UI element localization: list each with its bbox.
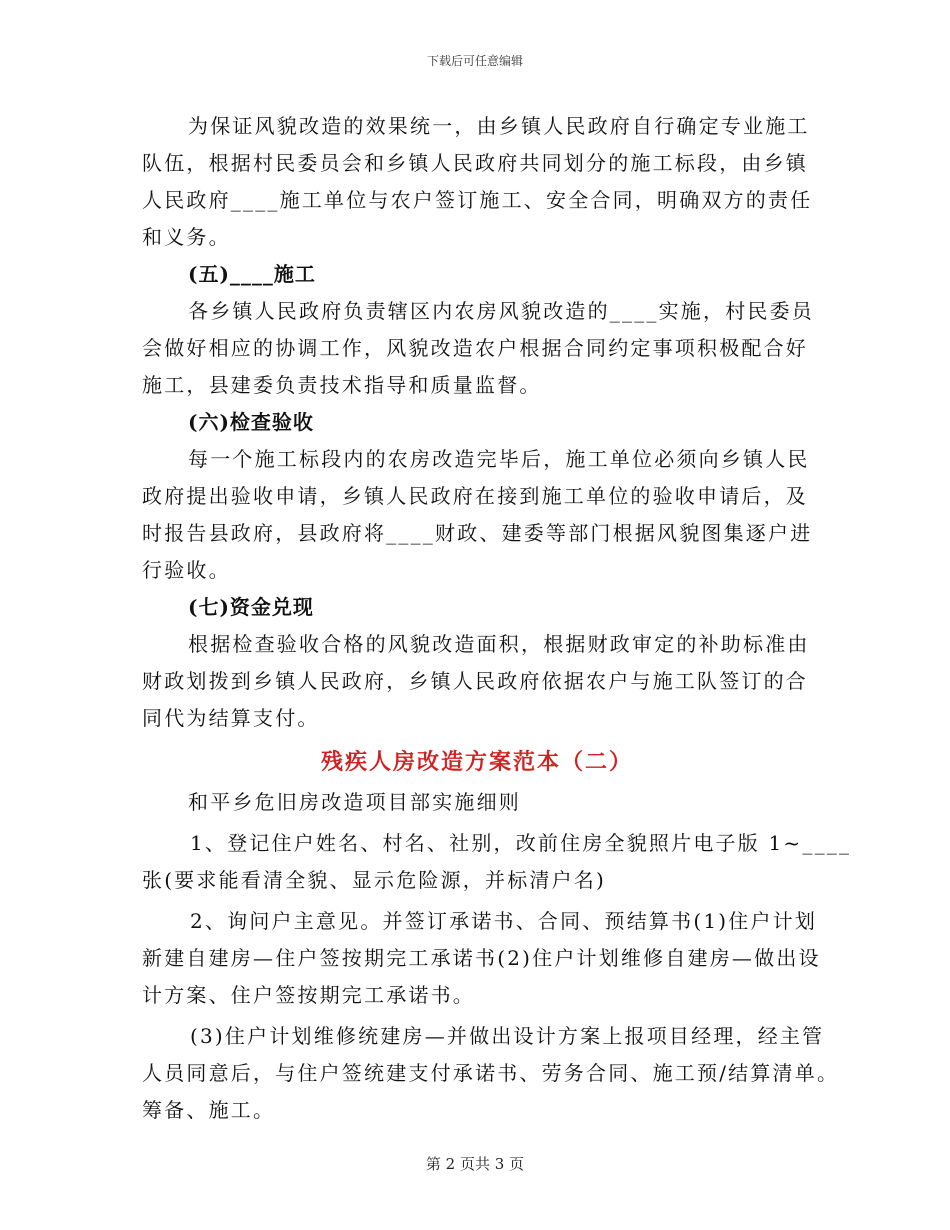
page-footer: 第 2 页共 3 页 — [425, 1155, 525, 1173]
text-line: 2、询问户主意见。并签订承诺书、合同、预结算书(1)住户计划 — [190, 909, 818, 933]
heading-funding: (七)资金兑现 — [188, 595, 314, 619]
paragraph-team-selection — [142, 108, 812, 256]
text-line: 时报告县政府，县政府将____财政、建委等部门根据风貌图集逐户进 — [142, 521, 813, 545]
text-line: 行验收。 — [142, 558, 231, 582]
text-line: 政府提出验收申请，乡镇人民政府在接到施工单位的验收申请后，及 — [142, 484, 808, 508]
paragraph-registration — [142, 825, 852, 899]
section-title: 残疾人房改造方案范本（二） — [320, 749, 633, 775]
text-line: 新建自建房—住户签按期完工承诺书(2)住户计划维修自建房—做出设 — [142, 946, 821, 970]
text-line: 施工，县建委负责技术指导和质量监督。 — [142, 373, 542, 397]
heading-construction: (五)____施工 — [188, 262, 316, 286]
paragraph-unified-build — [142, 1018, 840, 1129]
paragraph-inspection — [142, 441, 812, 589]
text-line: 张(要求能看清全貌、显示危险源，并标清户名) — [142, 868, 607, 892]
document-body — [142, 108, 852, 1129]
page-header: 下载后可任意编辑 — [426, 54, 523, 68]
text-line: 每一个施工标段内的农房改造完毕后，施工单位必须向乡镇人民 — [188, 447, 810, 471]
text-line: 人员同意后，与住户签统建支付承诺书、劳务合同、施工预/结算清单。 — [142, 1061, 840, 1085]
paragraph-funding — [142, 626, 812, 737]
text-line: 同代为结算支付。 — [142, 706, 320, 730]
text-line: 队伍，根据村民委员会和乡镇人民政府共同划分的施工标段，由乡镇 — [142, 151, 808, 175]
text-line: 根据检查验收合格的风貌改造面积，根据财政审定的补助标准由 — [188, 632, 810, 656]
heading-inspection: (六)检查验收 — [188, 410, 314, 434]
text-line: 筹备、施工。 — [142, 1098, 276, 1122]
text-line: (3)住户计划维修统建房—并做出设计方案上报项目经理，经主管 — [190, 1024, 825, 1048]
text-line: 人民政府____施工单位与农户签订施工、安全合同，明确双方的责任 — [142, 188, 813, 212]
text-line: 财政划拨到乡镇人民政府，乡镇人民政府依据农户与施工队签订的合 — [142, 669, 808, 693]
text-line: 各乡镇人民政府负责辖区内农房风貌改造的____实施，村民委员 — [188, 299, 814, 323]
text-line: 和义务。 — [142, 225, 231, 249]
paragraph-consultation — [142, 903, 821, 1014]
subtitle-line: 和平乡危旧房改造项目部实施细则 — [188, 790, 521, 814]
text-line: 为保证风貌改造的效果统一，由乡镇人民政府自行确定专业施工 — [188, 114, 810, 138]
paragraph-construction — [142, 293, 812, 404]
text-line: 计方案、住户签按期完工承诺书。 — [142, 983, 475, 1007]
text-line: 会做好相应的协调工作，风貌改造农户根据合同约定事项积极配合好 — [142, 336, 808, 360]
text-line: 1、登记住户姓名、村名、社别，改前住房全貌照片电子版 1~____ — [190, 831, 852, 855]
